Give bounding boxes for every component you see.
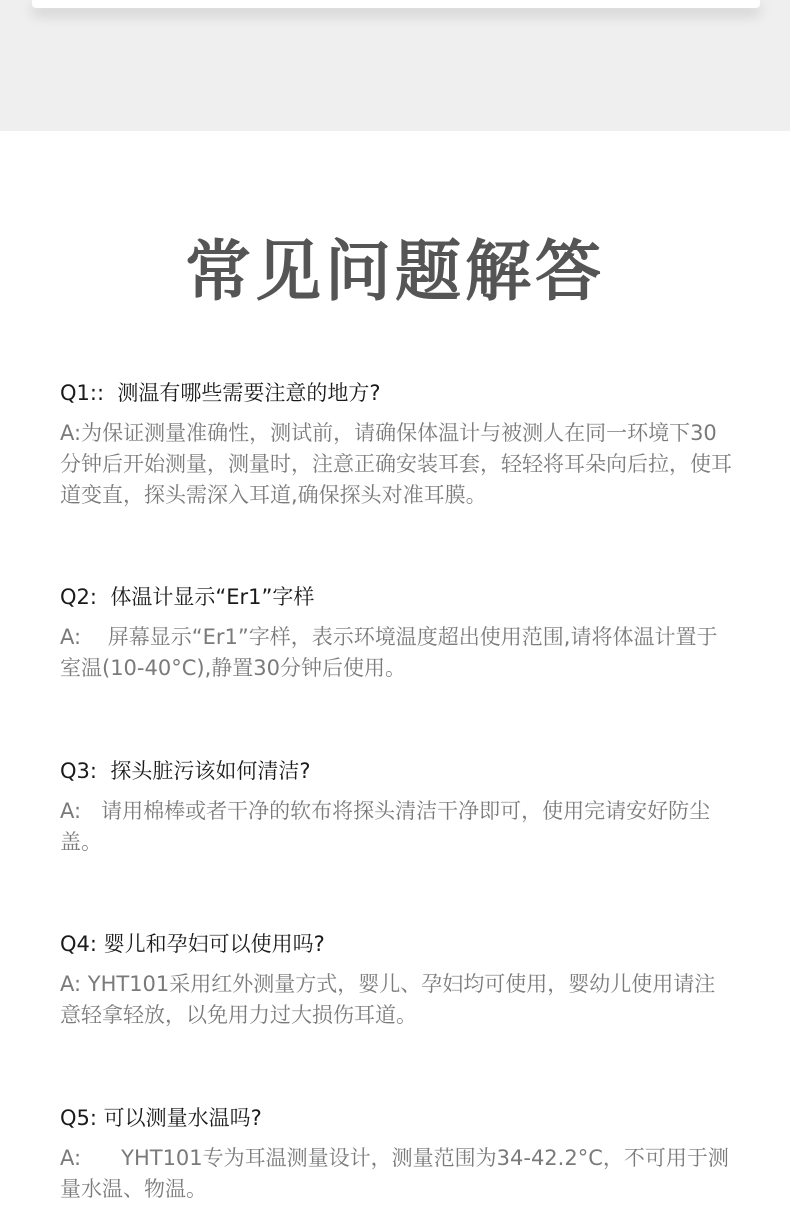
faq-question: Q2: 体温计显示“Er1”字样 — [60, 585, 315, 609]
faq-item-3 — [60, 756, 740, 858]
top-background-band — [0, 0, 790, 131]
page-title: 常见问题解答 — [185, 233, 605, 310]
faq-item-1 — [60, 378, 740, 511]
faq-answer: A: YHT101专为耳温测量设计，测量范围为34-42.2°C，不可用于测量水温、物温。 — [60, 1146, 729, 1201]
faq-question: Q1:: 测温有哪些需要注意的地方? — [60, 381, 381, 405]
previous-section-card — [32, 0, 760, 8]
faq-item-4 — [60, 929, 740, 1031]
faq-question: Q3: 探头脏污该如何清洁? — [60, 759, 311, 783]
faq-answer: A: YHT101采用红外测量方式，婴儿、孕妇均可使用，婴幼儿使用请注意轻拿轻放，以免用力过大损伤耳道。 — [60, 972, 716, 1027]
faq-answer: A: 请用棉棒或者干净的软布将探头清洁干净即可，使用完请安好防尘盖。 — [60, 799, 711, 854]
faq-item-5 — [60, 1103, 740, 1205]
faq-item-2 — [60, 582, 740, 684]
faq-answer: A: 屏幕显示“Er1”字样，表示环境温度超出使用范围,请将体温计置于室温(10-40°C),静置30分钟后使用。 — [60, 625, 718, 680]
faq-question: Q5: 可以测量水温吗? — [60, 1106, 262, 1130]
faq-question: Q4: 婴儿和孕妇可以使用吗? — [60, 932, 325, 956]
faq-answer: A:为保证测量准确性，测试前，请确保体温计与被测人在同一环境下30分钟后开始测量，测量时，注意正确安装耳套，轻轻将耳朵向后拉，使耳道变直，探头需深入耳道,确保探头对准耳膜。 — [60, 421, 732, 507]
